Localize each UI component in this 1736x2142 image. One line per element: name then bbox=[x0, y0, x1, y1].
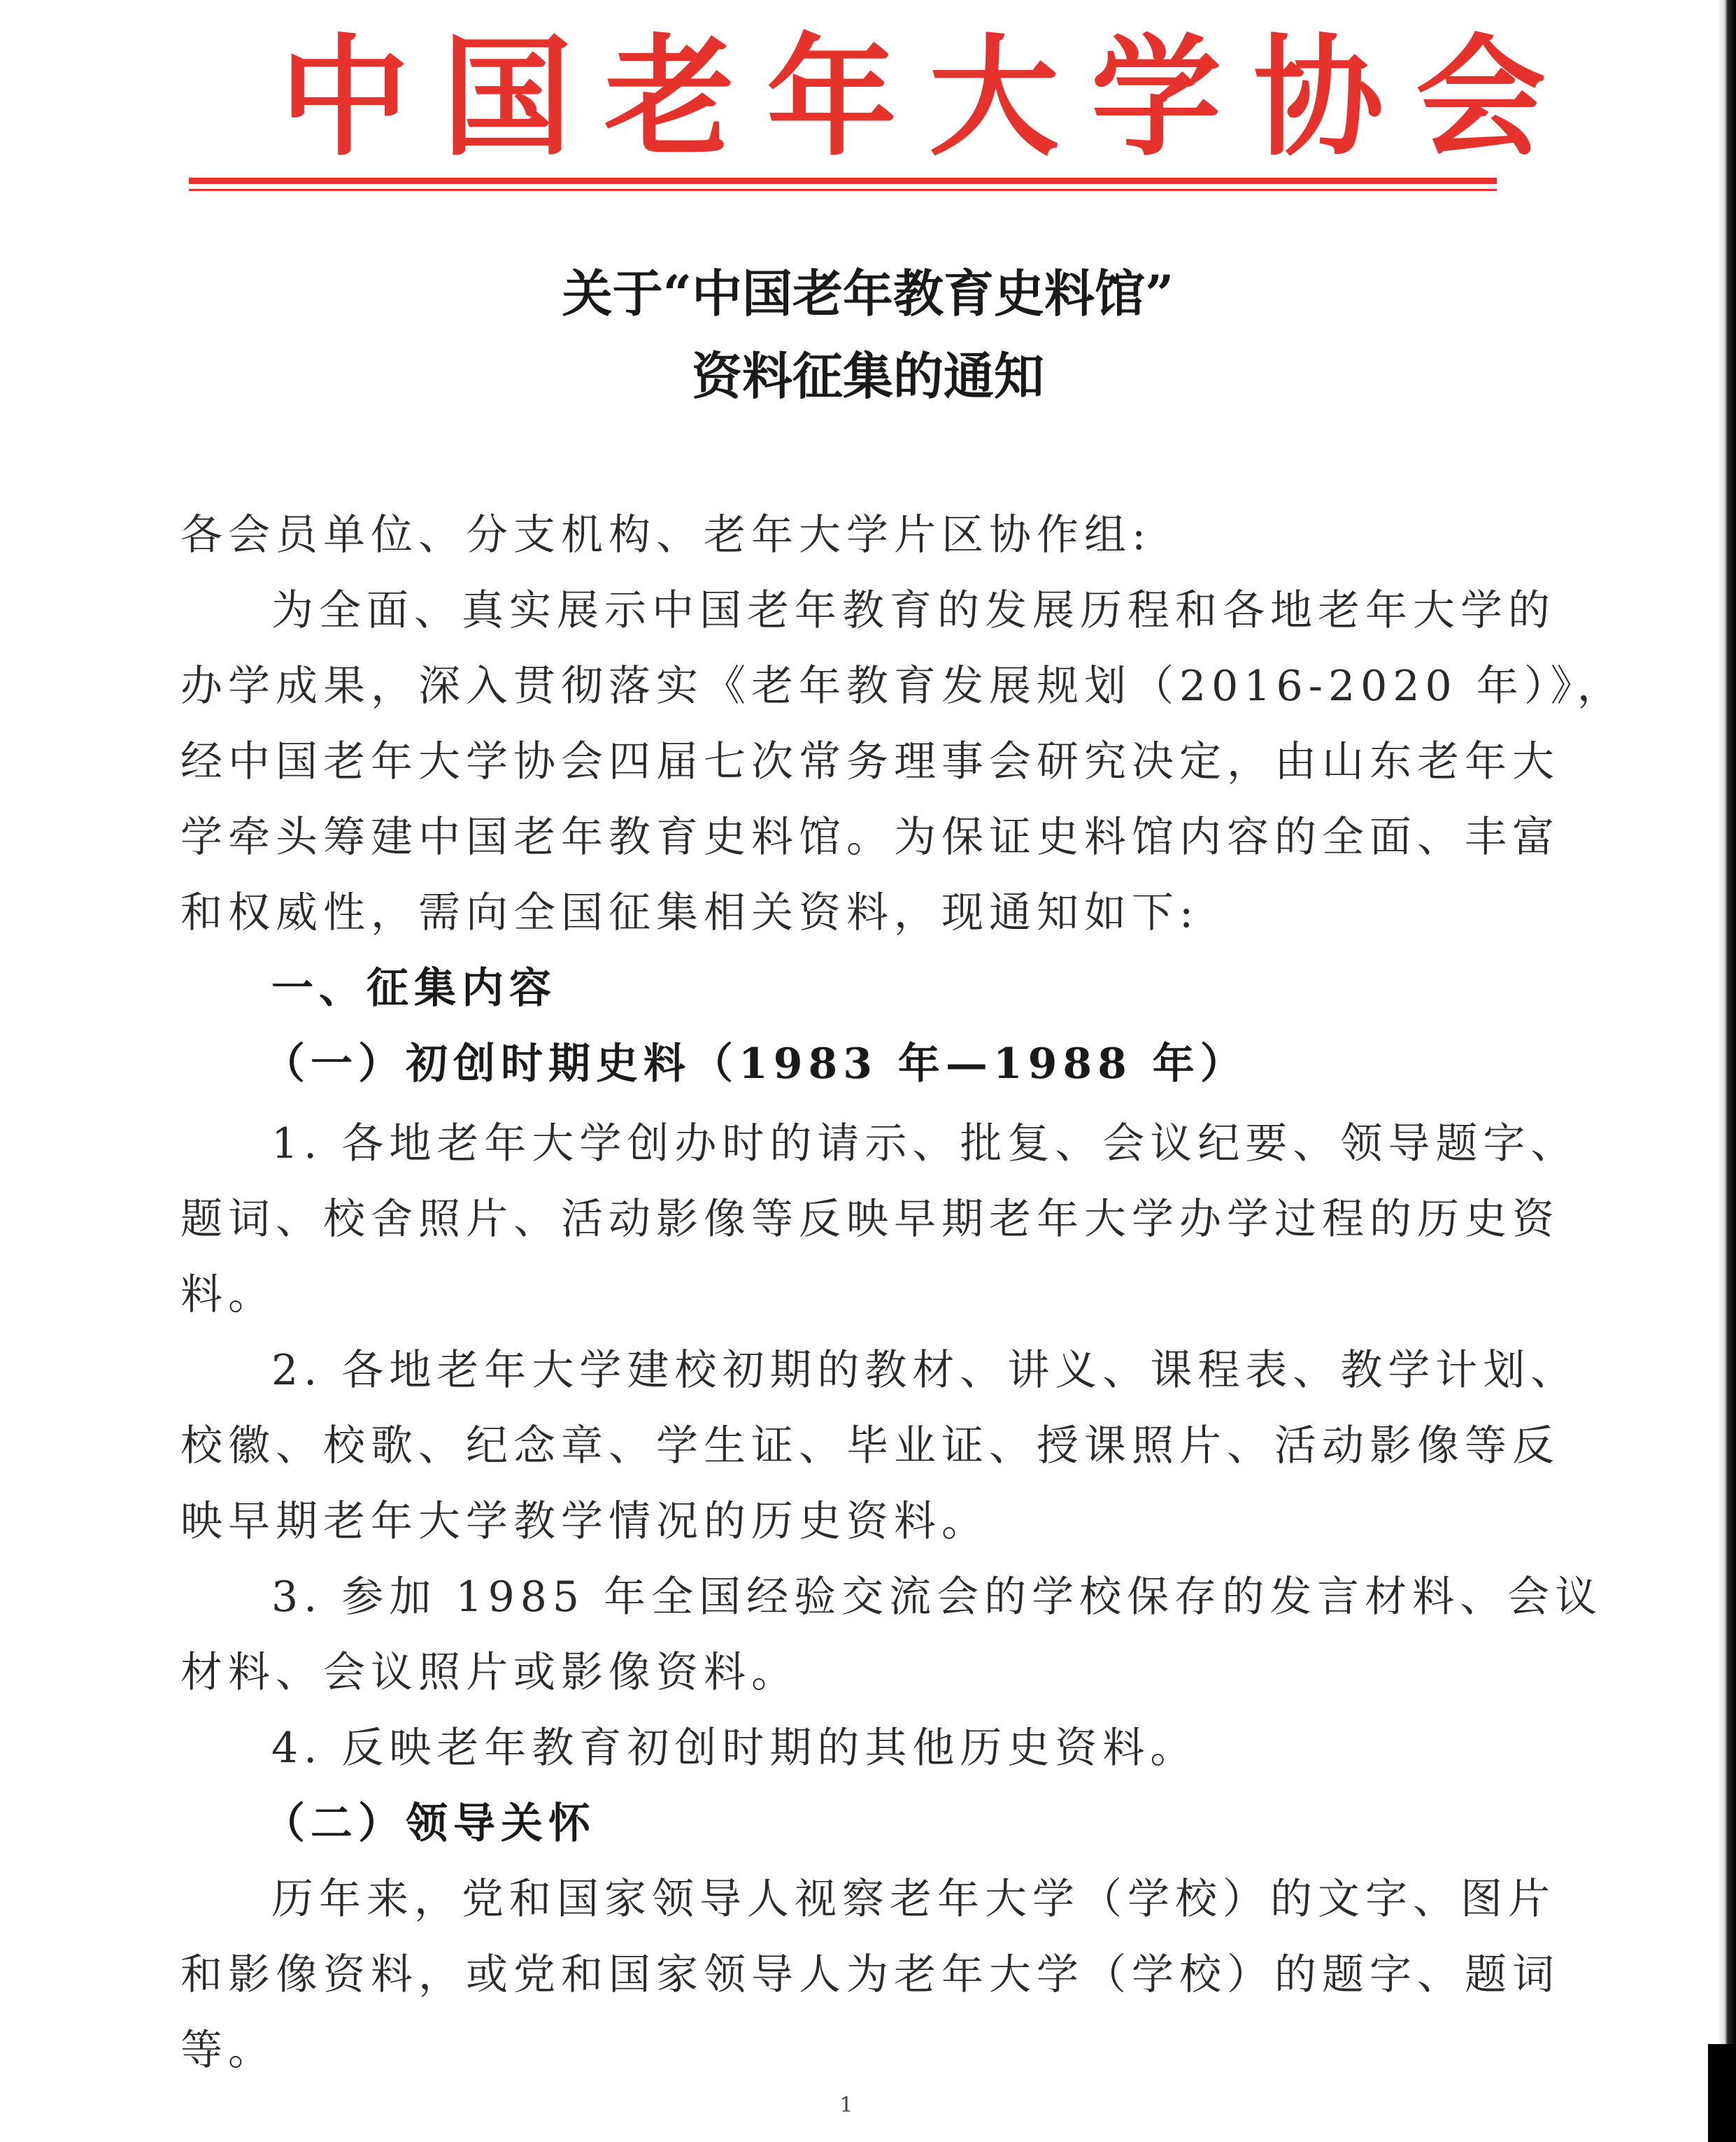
item-1-line: 料。 bbox=[180, 1270, 276, 1319]
subsection-heading-2: （二）领导关怀 bbox=[263, 1799, 596, 1848]
intro-line: 经中国老年大学协会四届七次常务理事会研究决定，由山东老年大 bbox=[180, 737, 1560, 786]
item-3-line: 3. 参加 1985 年全国经验交流会的学校保存的发言材料、会议 bbox=[271, 1573, 1603, 1622]
item-1-line: 1. 各地老年大学创办时的请示、批复、会议纪要、领导题字、 bbox=[271, 1119, 1579, 1168]
letterhead-divider-thin bbox=[189, 189, 1497, 191]
intro-line: 和权威性，需向全国征集相关资料，现通知如下: bbox=[180, 888, 1200, 937]
document-title-line-1: 关于“中国老年教育史料馆” bbox=[562, 264, 1174, 323]
intro-line: 办学成果，深入贯彻落实《老年教育发展规划（2016-2020 年）》， bbox=[180, 662, 1625, 711]
subsection-heading-1: （一）初创时期史料（1983 年—1988 年） bbox=[263, 1040, 1248, 1088]
scan-corner-shadow bbox=[1708, 2044, 1736, 2142]
item-1-line: 题词、校舍照片、活动影像等反映早期老年大学办学过程的历史资 bbox=[180, 1195, 1560, 1244]
org-letterhead: 中国老年大学协会 bbox=[280, 22, 1579, 173]
item-2-line: 2. 各地老年大学建校初期的教材、讲义、课程表、教学计划、 bbox=[271, 1346, 1579, 1395]
leadership-line: 历年来，党和国家领导人视察老年大学（学校）的文字、图片 bbox=[271, 1875, 1556, 1924]
letterhead-divider-thick bbox=[189, 178, 1497, 184]
scan-edge-shadow bbox=[1718, 0, 1736, 2142]
leadership-line: 和影像资料，或党和国家领导人为老年大学（学校）的题字、题词 bbox=[180, 1950, 1560, 1999]
section-heading-1: 一、征集内容 bbox=[271, 964, 557, 1013]
salutation: 各会员单位、分支机构、老年大学片区协作组: bbox=[180, 511, 1152, 560]
page-number: 1 bbox=[839, 2093, 853, 2118]
item-3-line: 材料、会议照片或影像资料。 bbox=[180, 1648, 799, 1697]
intro-line: 为全面、真实展示中国老年教育的发展历程和各地老年大学的 bbox=[271, 586, 1556, 635]
item-4-line: 4. 反映老年教育初创时期的其他历史资料。 bbox=[271, 1724, 1198, 1773]
leadership-line: 等。 bbox=[180, 2026, 276, 2075]
document-title-line-2: 资料征集的通知 bbox=[691, 346, 1044, 406]
intro-line: 学牵头筹建中国老年教育史料馆。为保证史料馆内容的全面、丰富 bbox=[180, 813, 1560, 862]
item-2-line: 映早期老年大学教学情况的历史资料。 bbox=[180, 1497, 989, 1546]
item-2-line: 校徽、校歌、纪念章、学生证、毕业证、授课照片、活动影像等反 bbox=[180, 1421, 1560, 1470]
